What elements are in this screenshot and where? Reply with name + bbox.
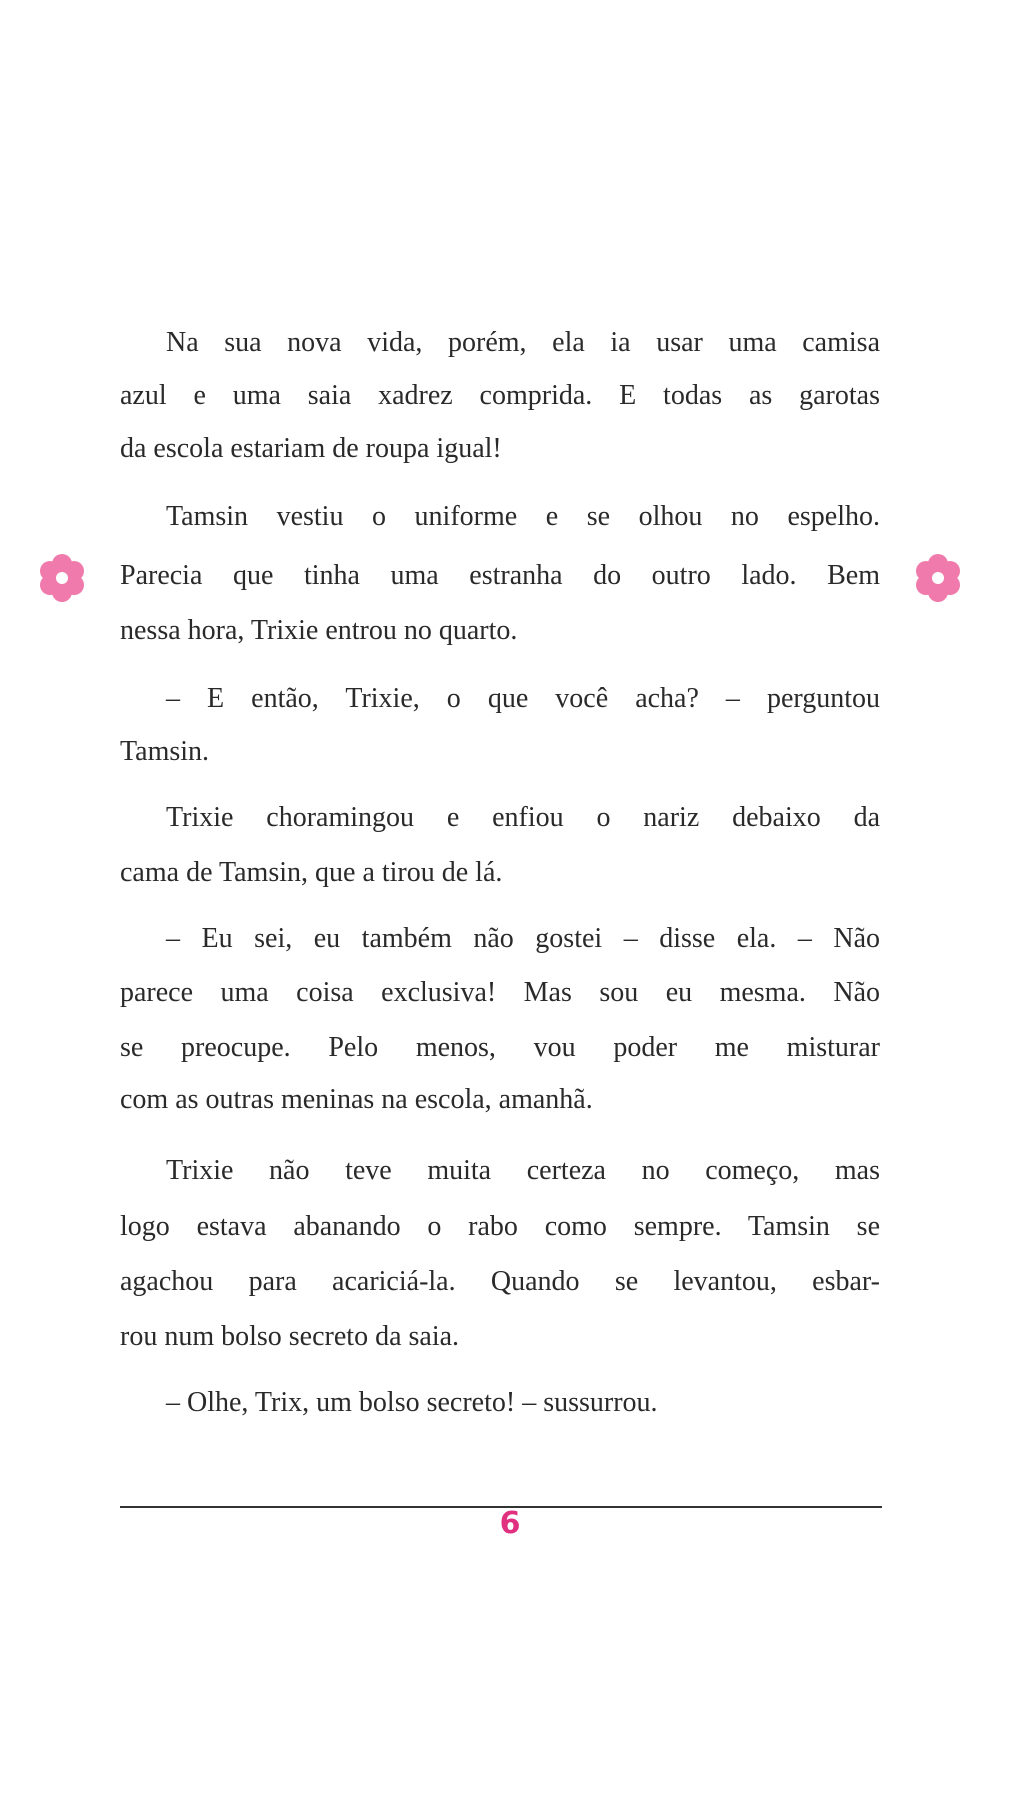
text-line: nessa hora, Trixie entrou no quarto. [120, 615, 518, 646]
flower-icon [34, 550, 90, 606]
flower-icon [910, 550, 966, 606]
text-line: agachou para acariciá-la. Quando se levantou, esbar- [120, 1266, 880, 1297]
text-line: – Eu sei, eu também não gostei – disse ela. – Não [166, 923, 880, 954]
text-line: da escola estariam de roupa igual! [120, 433, 502, 464]
text-line: Na sua nova vida, porém, ela ia usar uma camisa [166, 327, 880, 358]
text-line: – E então, Trixie, o que você acha? – perguntou [166, 683, 880, 714]
text-line: azul e uma saia xadrez comprida. E todas as garotas [120, 380, 880, 411]
text-line: Trixie choramingou e enfiou o nariz debaixo da [166, 802, 880, 833]
text-line: parece uma coisa exclusiva! Mas sou eu mesma. Não [120, 977, 880, 1008]
text-line: Tamsin. [120, 736, 210, 767]
text-line: Parecia que tinha uma estranha do outro lado. Bem [120, 560, 880, 591]
text-line: Trixie não teve muita certeza no começo, mas [166, 1155, 880, 1186]
text-line: cama de Tamsin, que a tirou de lá. [120, 857, 503, 888]
text-line: logo estava abanando o rabo como sempre. Tamsin se [120, 1211, 880, 1242]
text-line: se preocupe. Pelo menos, vou poder me misturar [120, 1032, 880, 1063]
text-line: com as outras meninas na escola, amanhã. [120, 1084, 593, 1115]
text-line: Tamsin vestiu o uniforme e se olhou no espelho. [166, 501, 880, 532]
text-line: rou num bolso secreto da saia. [120, 1321, 460, 1352]
text-line: – Olhe, Trix, um bolso secreto! – sussurrou. [166, 1387, 658, 1418]
page-number: 6 [499, 1506, 521, 1541]
